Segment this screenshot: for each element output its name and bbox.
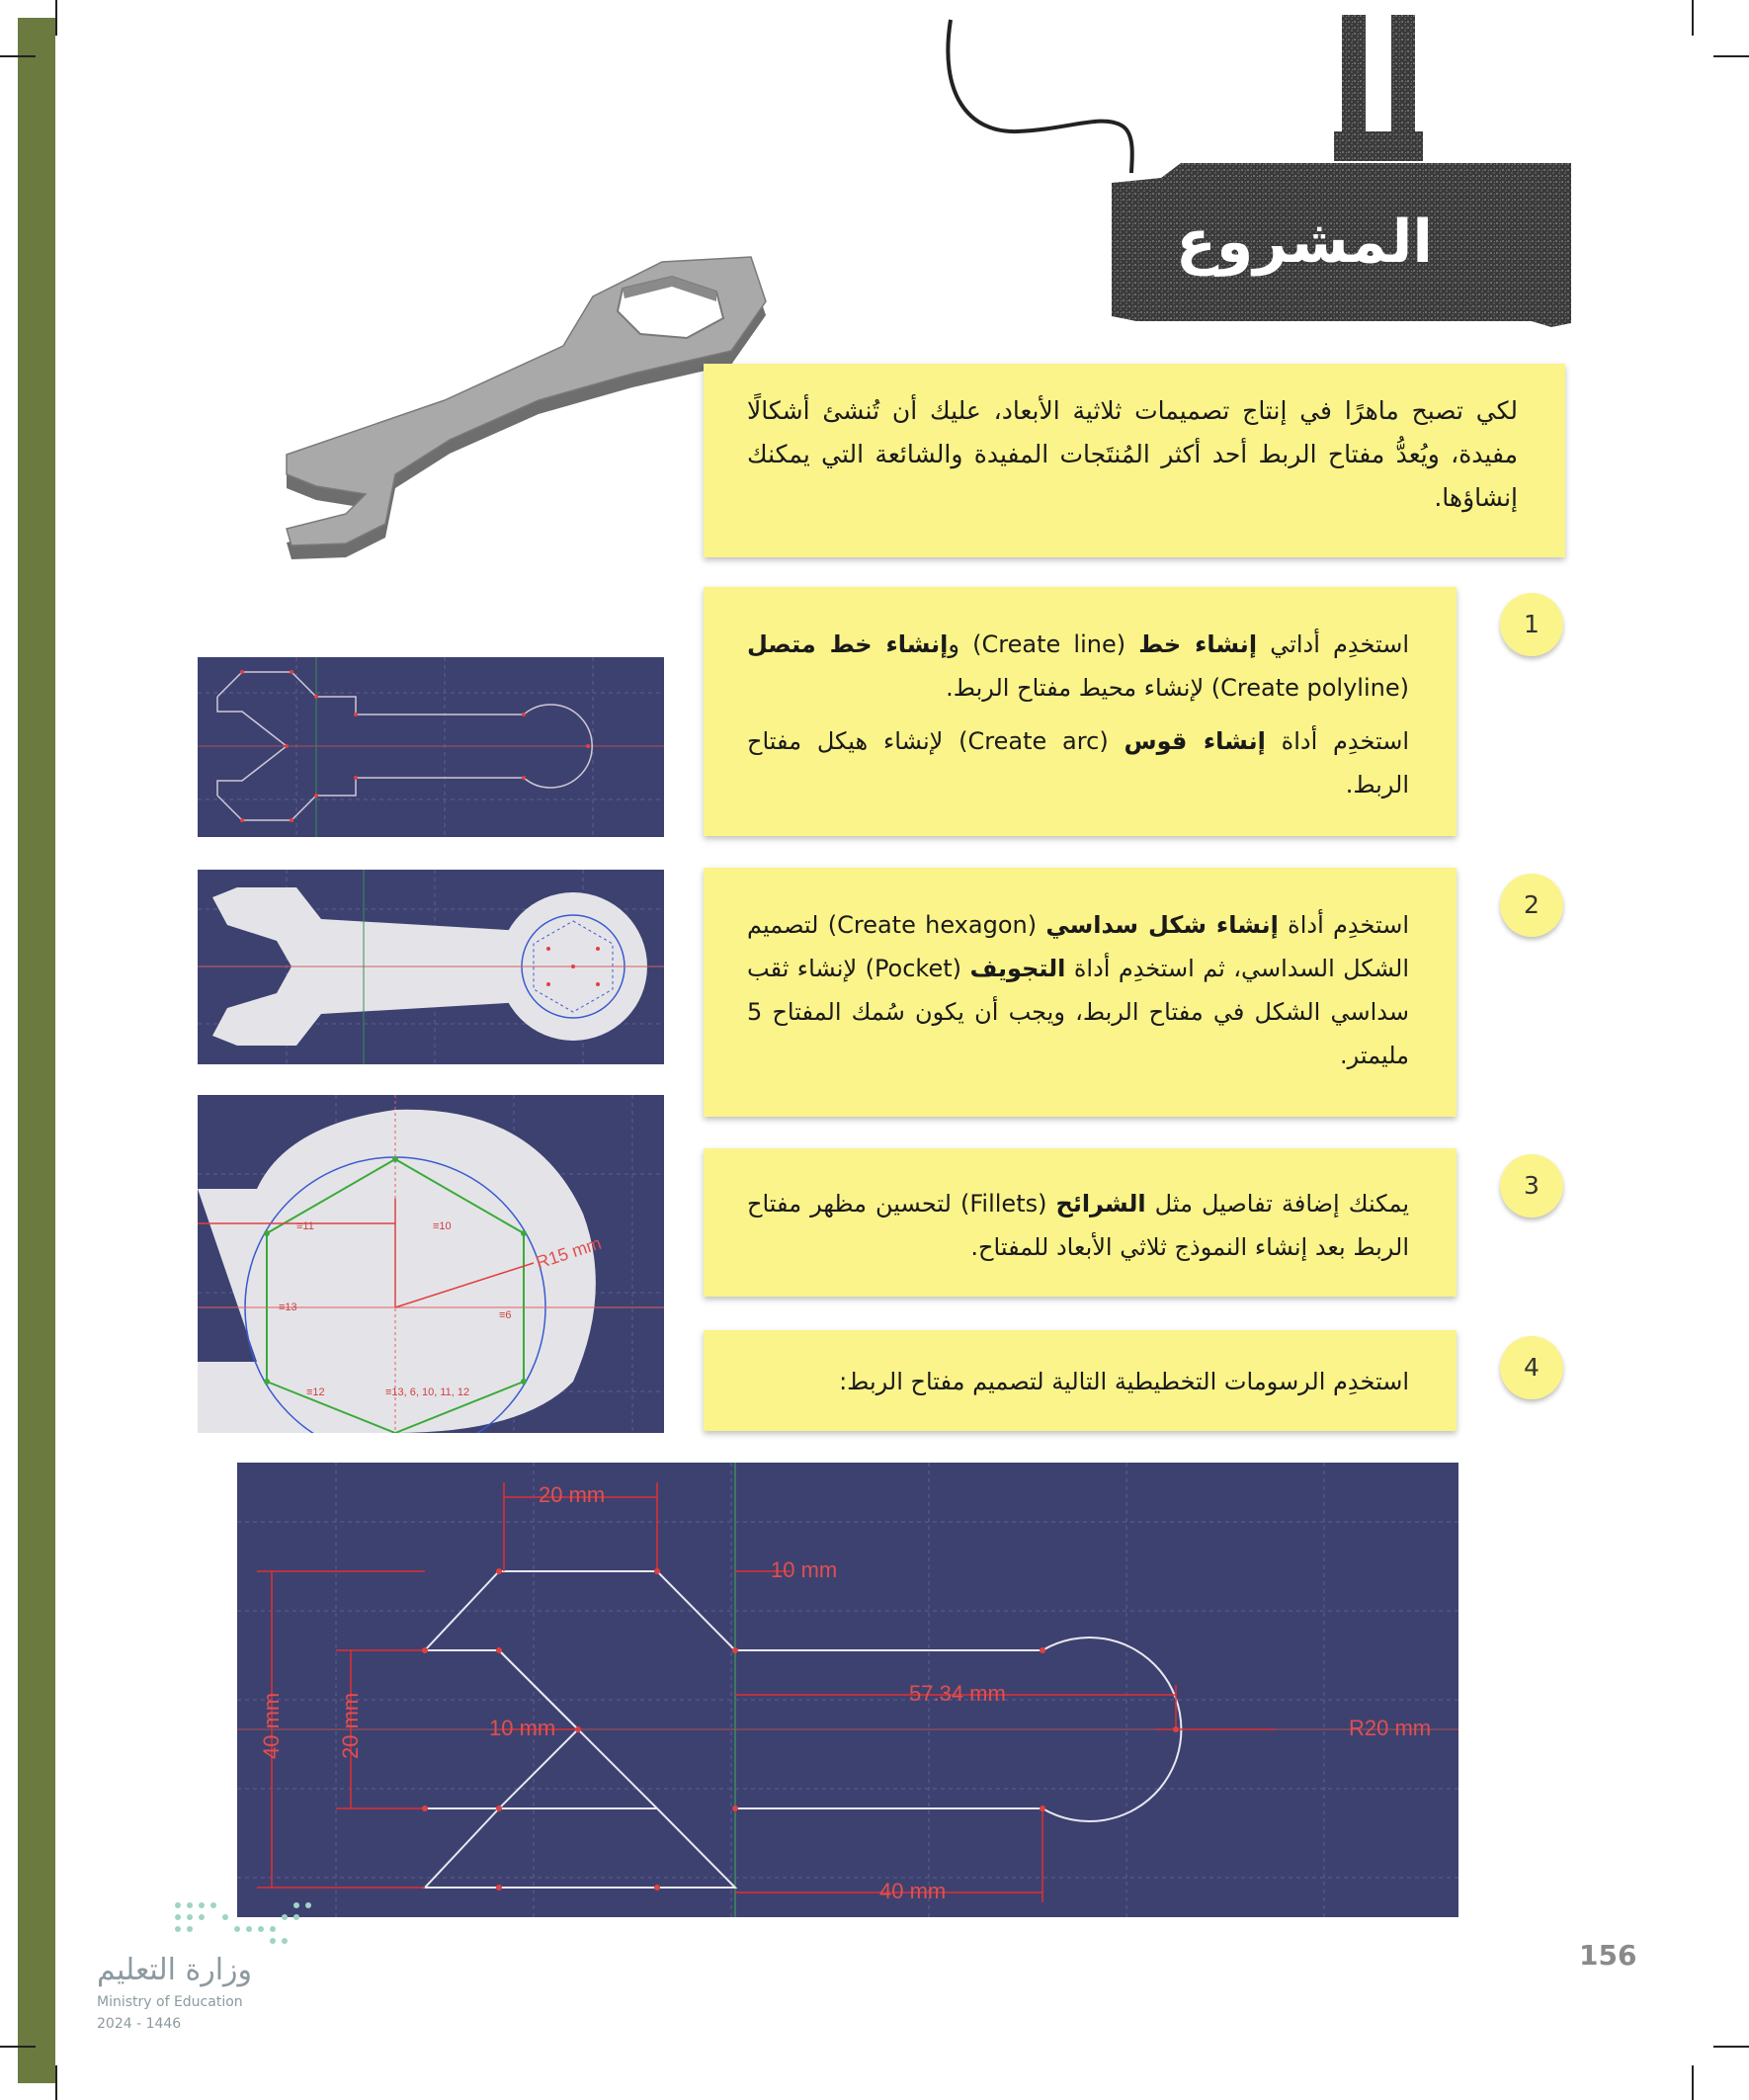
text-run: يمكنك إضافة تفاصيل مثل	[1145, 1190, 1409, 1218]
step-box	[704, 587, 1457, 836]
ministry-name-ar: وزارة التعليم	[97, 1953, 253, 1987]
constraint-label: ≡13	[279, 1302, 297, 1313]
text-run-bold: التجويف	[969, 955, 1066, 982]
dimension-label: 10 mm	[771, 1557, 838, 1582]
ministry-name-en: Ministry of Education	[97, 1994, 243, 2010]
text-run: استخدِم أداة	[1265, 727, 1410, 755]
text-run: استخدِم أداتي	[1257, 630, 1410, 658]
step-text	[704, 587, 1457, 710]
crop-mark	[1713, 55, 1749, 57]
page-title: المشروع	[1176, 208, 1433, 277]
crop-mark	[55, 0, 57, 36]
step-number: 2	[1500, 874, 1563, 937]
text-run: استخدِم الرسومات التخطيطية التالية لتصميم مفتاح الربط:	[839, 1368, 1409, 1395]
title-sign-graphic	[939, 15, 1581, 341]
constraint-label: ≡6	[499, 1309, 512, 1321]
dimension-label: 20 mm	[338, 1692, 363, 1759]
text-run-bold: الشرائح	[1055, 1190, 1146, 1218]
constraint-label: ≡12	[306, 1386, 325, 1398]
text-run: (Create polyline) لإنشاء محيط مفتاح الربط.	[946, 674, 1409, 702]
dimensioned-sketch-image	[237, 1463, 1458, 1917]
step-text	[704, 710, 1457, 806]
dimension-label: 57.34 mm	[909, 1681, 1006, 1706]
page-number: 156	[1579, 1939, 1637, 1972]
crop-mark	[0, 2046, 36, 2048]
text-run-bold: إنشاء قوس	[1124, 727, 1266, 755]
constraint-label: ≡10	[433, 1220, 452, 1232]
text-run: (Pocket) لإنشاء ثقب سداسي الشكل في مفتاح الربط، ويجب أن يكون سُمك المفتاح 5 مليمتر.	[747, 955, 1409, 1069]
crop-mark	[1692, 2065, 1694, 2100]
constraint-label: ≡13, 6, 10, 11, 12	[385, 1386, 470, 1398]
step-text	[704, 1330, 1457, 1403]
step-number: 3	[1500, 1154, 1563, 1218]
text-run-bold: إنشاء خط	[1138, 630, 1258, 658]
crop-mark	[1692, 0, 1694, 36]
text-run: (Fillets) لتحسين مظهر مفتاح الربط بعد إنشاء النموذج ثلاثي الأبعاد للمفتاح.	[747, 1190, 1409, 1261]
step-box	[704, 1330, 1457, 1431]
step-box	[704, 1148, 1457, 1297]
ministry-logo-mark	[168, 1895, 326, 1951]
text-run: (Create line) و	[948, 630, 1139, 658]
dimension-label: 10 mm	[489, 1716, 556, 1740]
hexagon-detail-image	[198, 1095, 664, 1433]
text-run: (Create arc) لإنشاء هيكل مفتاح الربط.	[747, 727, 1409, 798]
wrench-illustration	[198, 227, 791, 573]
intro-box	[704, 364, 1565, 557]
step-number: 4	[1500, 1336, 1563, 1399]
crop-mark	[0, 55, 36, 57]
text-run-bold: إنشاء شكل سداسي	[1045, 911, 1279, 939]
edition-year: 2024 - 1446	[97, 2016, 182, 2032]
dimension-label: 20 mm	[539, 1482, 606, 1507]
step-text	[704, 1148, 1457, 1269]
radius-label: R15 mm	[534, 1232, 604, 1273]
crop-mark	[1713, 2046, 1749, 2048]
dimension-label: 40 mm	[259, 1692, 284, 1759]
page-margin-bar	[18, 18, 55, 2083]
step-box	[704, 868, 1457, 1117]
intro-text: لكي تصبح ماهرًا في إنتاج تصميمات ثلاثية الأبعاد، عليك أن تُنشئ أشكالًا مفيدة، ويُعدُّ مفتاح الربط أحد أكثر المُنتَجات المفيدة والشائعة التي يمكنك إنشاؤها.	[747, 396, 1518, 512]
wrench-outline-image	[198, 657, 664, 837]
dimension-label: R20 mm	[1349, 1716, 1432, 1740]
text-run-bold: إنشاء خط متصل	[747, 630, 949, 658]
step-number: 1	[1500, 593, 1563, 656]
dimension-label: 40 mm	[879, 1879, 947, 1903]
text-run: استخدِم أداة	[1278, 911, 1410, 939]
constraint-label: ≡11	[296, 1220, 314, 1232]
wrench-solid-image	[198, 870, 664, 1064]
crop-mark	[55, 2065, 57, 2100]
step-text	[704, 868, 1457, 1077]
text-run: (Create hexagon) لتصميم الشكل السداسي، ثم استخدِم أداة	[747, 911, 1409, 982]
